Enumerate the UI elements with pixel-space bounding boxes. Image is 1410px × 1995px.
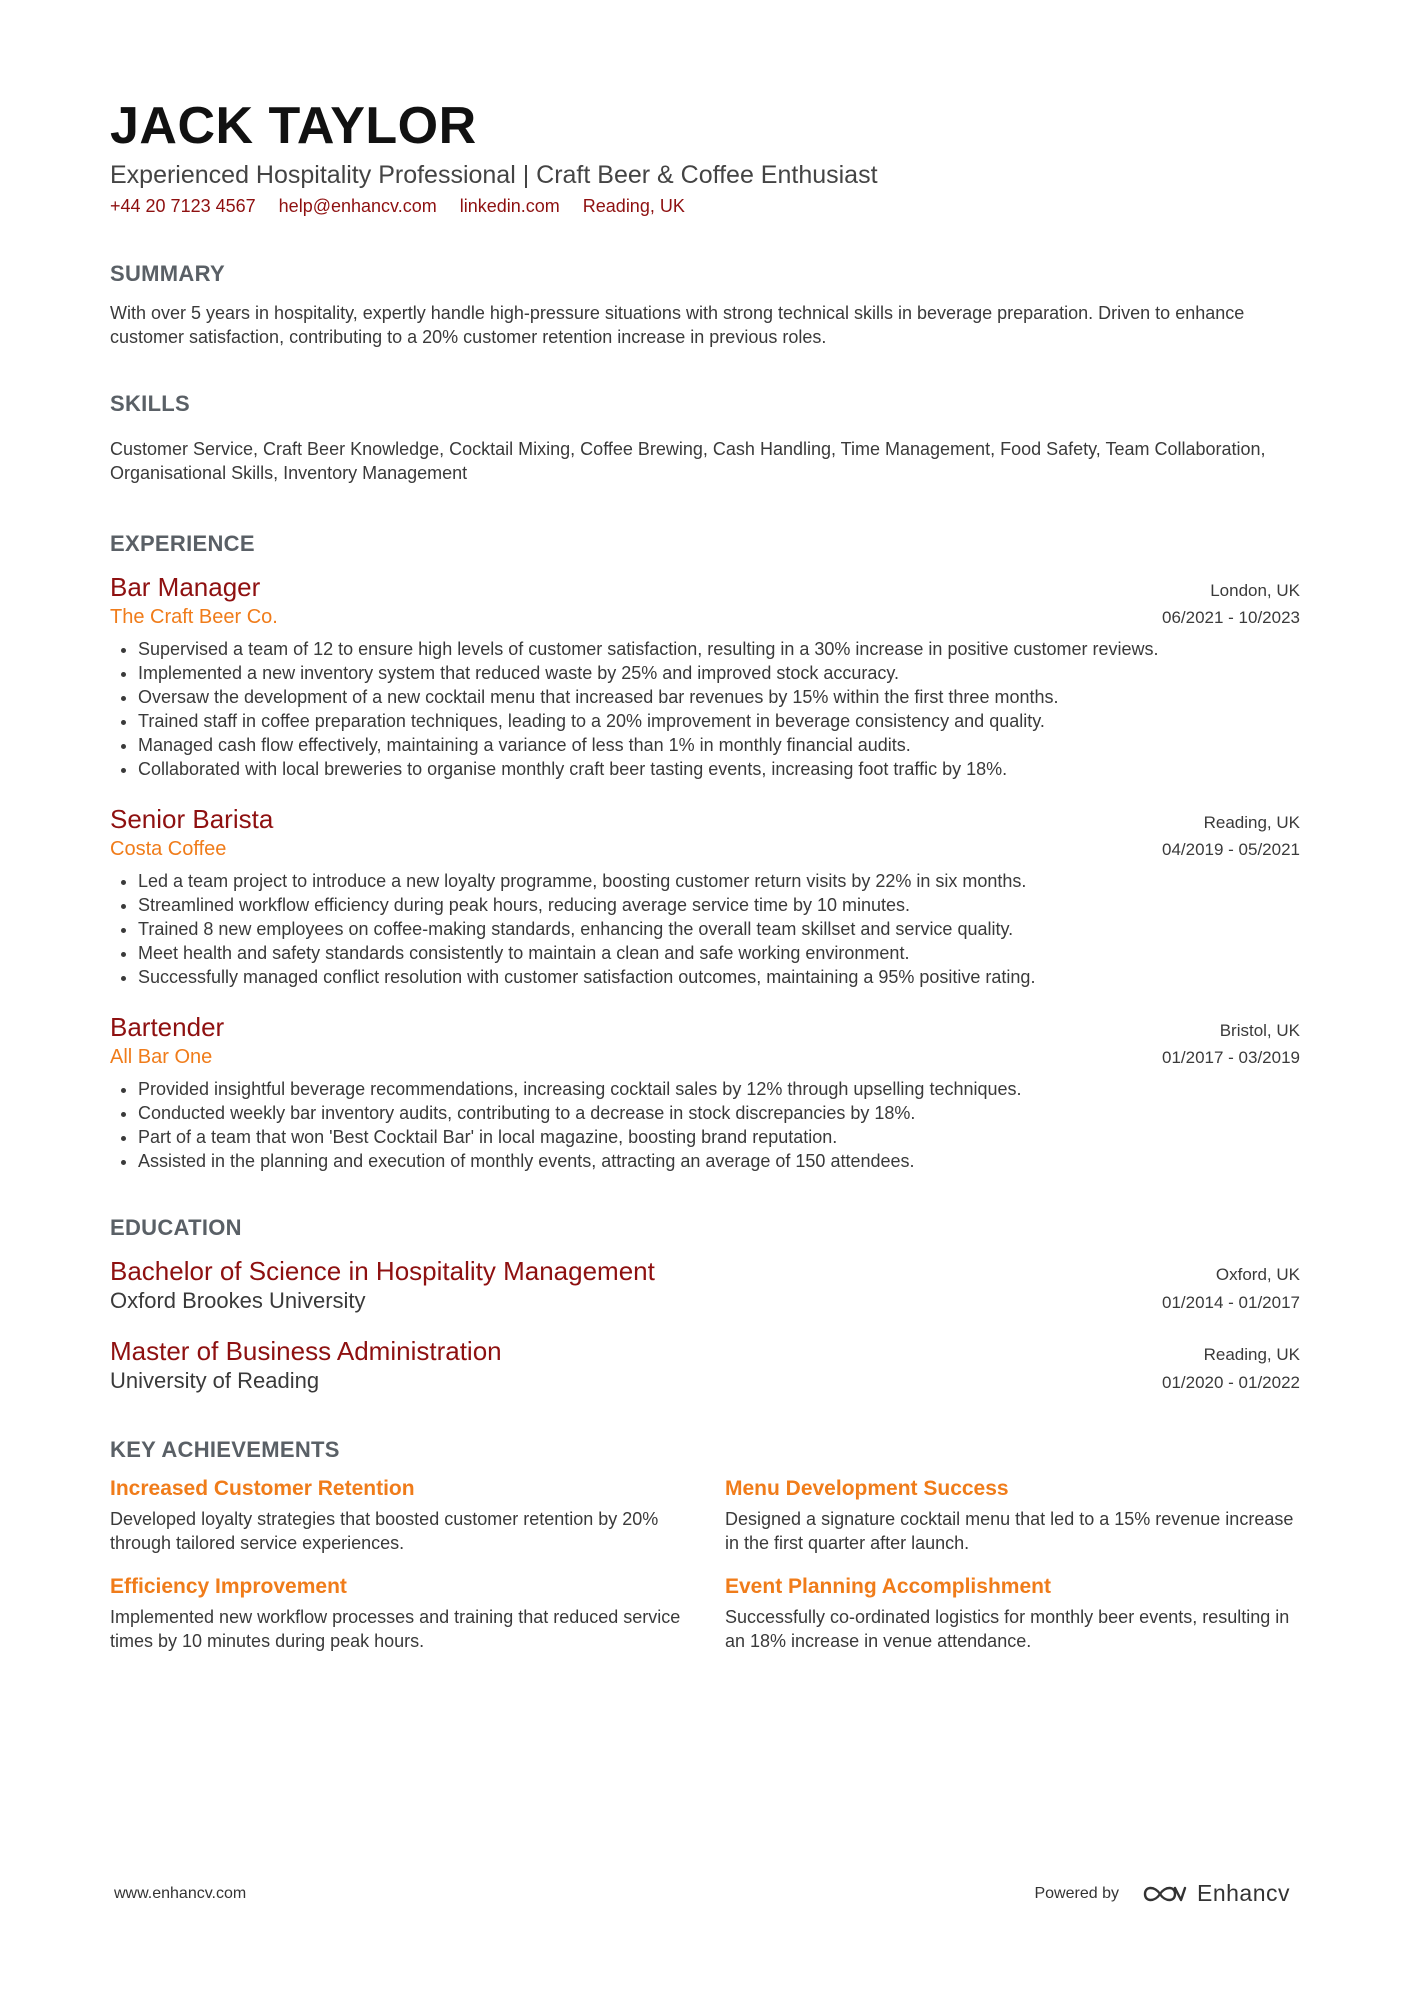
achievement-item (110, 1573, 685, 1653)
skills-list: Customer Service, Craft Beer Knowledge, Cocktail Mixing, Coffee Brewing, Cash Handling, Time Management, Food Safety, Team Collaboration, Organisational Skills, Inventory Management (110, 439, 1266, 483)
job-bullet: • Trained 8 new employees on coffee-making standards, enhancing the overall team skillset and service quality. (138, 917, 1300, 941)
job-dates: 01/2017 - 03/2019 (1161, 1048, 1300, 1067)
job-title: Bartender (110, 1012, 225, 1042)
experience-section (110, 529, 1300, 1173)
page-footer (114, 1880, 1290, 1907)
job-bullet: • Streamlined workflow efficiency during peak hours, reducing average service time by 10 minutes. (138, 893, 1300, 917)
achievement-item (110, 1475, 685, 1555)
job-bullet: • Implemented a new inventory system that reduced waste by 25% and improved stock accuracy. (138, 661, 1300, 685)
achievement-title: Increased Customer Retention (110, 1477, 415, 1500)
job-location: Reading, UK (1203, 813, 1300, 832)
skills-section (110, 389, 1300, 485)
school-name: Oxford Brookes University (110, 1288, 366, 1313)
education-heading: EDUCATION (110, 1215, 242, 1240)
job-title: Bar Manager (110, 572, 261, 602)
job-location: London, UK (1210, 581, 1300, 600)
job-entry (110, 571, 1300, 781)
achievement-title: Menu Development Success (725, 1477, 1009, 1500)
achievement-text: Implemented new workflow processes and training that reduced service times by 10 minutes during peak hours. (110, 1607, 681, 1651)
job-bullet: • Meet health and safety standards consistently to maintain a clean and safe working environment. (138, 941, 1300, 965)
degree-title: Bachelor of Science in Hospitality Management (110, 1256, 655, 1286)
degree-title: Master of Business Administration (110, 1336, 502, 1366)
job-bullet: • Successfully managed conflict resolution with customer satisfaction outcomes, maintaining a 95% positive rating. (138, 965, 1300, 989)
job-bullet: • Led a team project to introduce a new loyalty programme, boosting customer return visits by 22% in six months. (138, 869, 1300, 893)
job-bullet: • Oversaw the development of a new cocktail menu that increased bar revenues by 15% within the first three months. (138, 685, 1300, 709)
education-location: Reading, UK (1203, 1345, 1300, 1364)
job-dates: 06/2021 - 10/2023 (1161, 608, 1300, 627)
achievements-section (110, 1435, 1300, 1653)
contact-email[interactable]: help@enhancv.com (278, 196, 437, 216)
job-bullets (110, 1077, 1300, 1173)
education-dates: 01/2020 - 01/2022 (1161, 1373, 1300, 1392)
achievement-item (725, 1573, 1300, 1653)
skills-heading: SKILLS (110, 391, 191, 416)
job-dates: 04/2019 - 05/2021 (1161, 840, 1300, 859)
job-bullet: • Assisted in the planning and execution of monthly events, attracting an average of 150 attendees. (138, 1149, 1300, 1173)
summary-heading: SUMMARY (110, 261, 225, 286)
job-bullet: • Conducted weekly bar inventory audits, contributing to a decrease in stock discrepancies by 18%. (138, 1101, 1300, 1125)
achievements-heading: KEY ACHIEVEMENTS (110, 1437, 340, 1462)
contact-linkedin[interactable]: linkedin.com (459, 196, 560, 216)
candidate-name: JACK TAYLOR (110, 97, 477, 155)
footer-website-link[interactable]: www.enhancv.com (114, 1884, 247, 1902)
job-company: All Bar One (110, 1046, 213, 1068)
achievement-text: Designed a signature cocktail menu that led to a 15% revenue increase in the first quarter after launch. (725, 1509, 1294, 1553)
job-bullet: • Managed cash flow effectively, maintaining a variance of less than 1% in monthly financial audits. (138, 733, 1300, 757)
education-entry (110, 1255, 1300, 1315)
experience-heading: EXPERIENCE (110, 531, 255, 556)
candidate-tagline: Experienced Hospitality Professional | Craft Beer & Coffee Enthusiast (110, 161, 878, 189)
achievement-title: Efficiency Improvement (110, 1575, 347, 1598)
achievements-grid (110, 1475, 1300, 1653)
job-title: Senior Barista (110, 804, 274, 834)
job-bullet: • Provided insightful beverage recommendations, increasing cocktail sales by 12% through upselling techniques. (138, 1077, 1300, 1101)
achievement-title: Event Planning Accomplishment (725, 1575, 1051, 1598)
enhancv-logo-icon (1141, 1882, 1187, 1906)
job-bullet: • Supervised a team of 12 to ensure high levels of customer satisfaction, resulting in a 30% increase in positive customer reviews. (138, 637, 1300, 661)
contact-phone[interactable]: +44 20 7123 4567 (110, 196, 256, 216)
job-location: Bristol, UK (1219, 1021, 1300, 1040)
contact-line (110, 193, 1300, 219)
job-bullet: • Trained staff in coffee preparation techniques, leading to a 20% improvement in beverage consistency and quality. (138, 709, 1300, 733)
education-entry (110, 1335, 1300, 1395)
brand-logo[interactable] (1141, 1880, 1290, 1907)
brand-name: Enhancv (1196, 1880, 1290, 1906)
job-entry (110, 803, 1300, 989)
resume-header (110, 95, 1300, 219)
job-entry (110, 1011, 1300, 1173)
education-dates: 01/2014 - 01/2017 (1161, 1293, 1300, 1312)
job-bullet: • Collaborated with local breweries to organise monthly craft beer tasting events, increasing foot traffic by 18%. (138, 757, 1300, 781)
summary-section (110, 259, 1300, 349)
job-company: Costa Coffee (110, 838, 227, 860)
summary-text: With over 5 years in hospitality, expertly handle high-pressure situations with strong technical skills in beverage preparation. Driven to enhance customer satisfaction, contributing to a 20% customer retention increase in previous roles. (110, 303, 1245, 347)
job-bullets (110, 869, 1300, 989)
education-location: Oxford, UK (1215, 1265, 1300, 1284)
school-name: University of Reading (110, 1368, 320, 1393)
powered-by (1034, 1880, 1290, 1907)
achievement-item (725, 1475, 1300, 1555)
achievement-text: Developed loyalty strategies that boosted customer retention by 20% through tailored service experiences. (110, 1509, 659, 1553)
job-bullets (110, 637, 1300, 781)
achievement-text: Successfully co-ordinated logistics for monthly beer events, resulting in an 18% increase in venue attendance. (725, 1607, 1290, 1651)
powered-by-label: Powered by (1034, 1884, 1119, 1902)
education-section (110, 1213, 1300, 1395)
job-bullet: • Part of a team that won 'Best Cocktail Bar' in local magazine, boosting brand reputation. (138, 1125, 1300, 1149)
job-company: The Craft Beer Co. (110, 606, 278, 628)
contact-location: Reading, UK (582, 196, 685, 216)
